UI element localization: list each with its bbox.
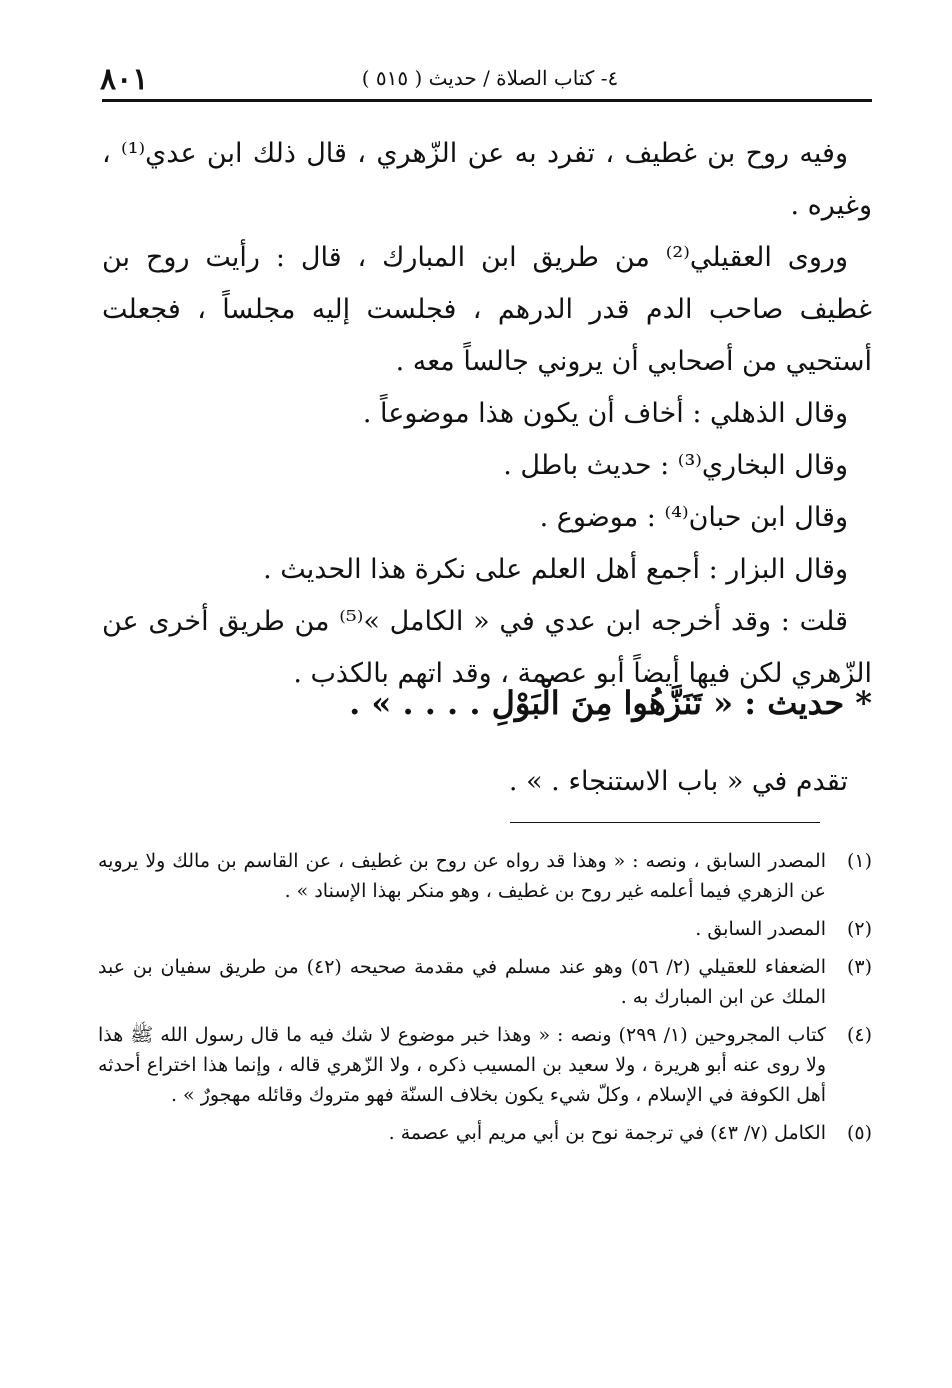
footnote-number: (٣)	[846, 956, 872, 978]
paragraph-dhuhli: وقال الذهلي : أخاف أن يكون هذا موضوعاً .	[362, 398, 848, 429]
footnote-2	[98, 914, 872, 944]
paragraph-ruh-ibn-ghutaif: وفيه روح بن غطيف ، تفرد به عن الزّهري ، قال ذلك ابن عدي⁽¹⁾ ، وغيره .	[102, 138, 872, 221]
cross-reference: تقدم في « باب الاستنجاء . » .	[508, 766, 848, 797]
footnote-1	[98, 846, 872, 906]
header-divider	[102, 99, 872, 102]
paragraph-author-comment: قلت : وقد أخرجه ابن عدي في « الكامل »⁽⁵⁾ من طريق أخرى عن الزّهري لكن فيها أيضاً أبو عصمة ، وقد اتهم بالكذب .	[102, 606, 872, 689]
paragraph-ibn-hibban: وقال ابن حبان⁽⁴⁾ : موضوع .	[539, 502, 848, 533]
footnotes	[98, 846, 872, 1156]
footnote-text: المصدر السابق .	[695, 918, 826, 940]
footnote-text: الكامل (٧/ ٤٣) في ترجمة نوح بن أبي مريم أبي عصمة .	[388, 1122, 826, 1144]
hadith-heading: * حديث : « تَنَزَّهُوا مِنَ الْبَوْلِ . . . . » .	[349, 684, 872, 722]
main-text	[102, 128, 872, 700]
footnote-5	[98, 1118, 872, 1148]
footnote-4	[98, 1020, 872, 1110]
footnote-text: المصدر السابق ، ونصه : « وهذا قد رواه عن روح بن غطيف ، عن القاسم بن مالك ولا يرويه عن الزهري فيما أعلمه غير روح بن غطيف ، وهو منكر بهذا الإسناد » .	[98, 850, 826, 902]
paragraph-bukhari: وقال البخاري⁽³⁾ : حديث باطل .	[503, 450, 848, 481]
footnote-divider	[510, 822, 820, 823]
footnote-number: (٥)	[846, 1122, 872, 1144]
paragraph-uqaili-report: وروى العقيلي⁽²⁾ من طريق ابن المبارك ، قال : رأيت روح بن غطيف صاحب الدم قدر الدرهم ، فجلست إليه مجلساً ، فجعلت أستحيي من أصحابي أن يروني جالساً معه .	[102, 242, 872, 377]
footnote-3	[98, 952, 872, 1012]
footnote-number: (١)	[846, 850, 872, 872]
paragraph-bazzar: وقال البزار : أجمع أهل العلم على نكرة هذا الحديث .	[263, 554, 848, 585]
page-number: ٨٠١	[100, 62, 149, 97]
footnote-number: (٤)	[846, 1024, 872, 1046]
footnote-number: (٢)	[846, 918, 872, 940]
footnote-text: كتاب المجروحين (١/ ٢٩٩) ونصه : « وهذا خبر موضوع لا شك فيه ما قال رسول الله ﷺ هذا ولا روى عنه أبو هريرة ، ولا سعيد بن المسيب ذكره ، ولا الزّهري قاله ، وإنما هذا اختراع أحدثه أهل الكوفة في الإسلام ، وكلّ شيء يكون بخلاف السنّة فهو متروك وقائله مهجورٌ » .	[98, 1024, 826, 1106]
running-header: ٤- كتاب الصلاة / حديث ( ٥١٥ )	[361, 66, 619, 90]
footnote-text: الضعفاء للعقيلي (٢/ ٥٦) وهو عند مسلم في مقدمة صحيحه (٤٢) من طريق سفيان بن عبد الملك عن ابن المبارك به .	[98, 956, 826, 1008]
